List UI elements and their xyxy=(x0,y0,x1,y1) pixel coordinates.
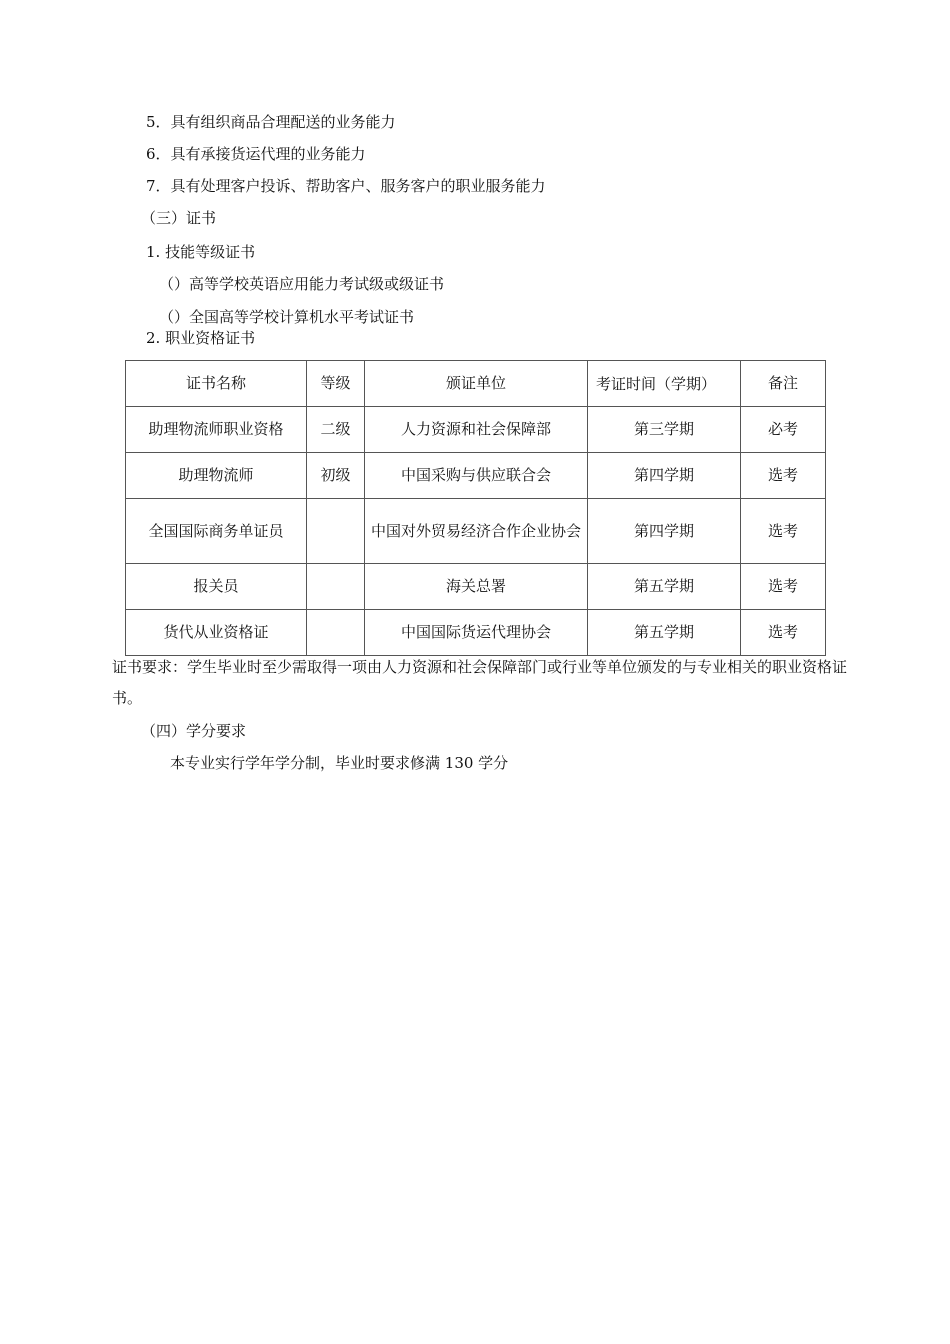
cell-cert-name: 全国国际商务单证员 xyxy=(126,499,307,564)
section-3-heading: （三）证书 xyxy=(141,209,217,227)
cell-issuer: 中国采购与供应联合会 xyxy=(365,453,588,499)
table-row xyxy=(126,499,826,564)
cell-remark: 必考 xyxy=(741,407,826,453)
cell-level: 二级 xyxy=(307,407,365,453)
table-row xyxy=(126,610,826,656)
cell-exam-term: 第五学期 xyxy=(588,610,741,656)
section-4-heading: （四）学分要求 xyxy=(141,722,247,740)
cell-cert-name: 报关员 xyxy=(126,564,307,610)
cell-level xyxy=(307,564,365,610)
cell-level xyxy=(307,610,365,656)
cell-exam-term: 第三学期 xyxy=(588,407,741,453)
cell-remark: 选考 xyxy=(741,499,826,564)
cell-issuer: 海关总署 xyxy=(365,564,588,610)
cell-remark: 选考 xyxy=(741,564,826,610)
header-issuer: 颁证单位 xyxy=(365,361,588,407)
table-row xyxy=(126,453,826,499)
professional-cert-heading: 2. 职业资格证书 xyxy=(146,329,256,347)
ability-item-5: 5．具有组织商品合理配送的业务能力 xyxy=(146,113,396,131)
table-header-row xyxy=(126,361,826,407)
cell-issuer: 人力资源和社会保障部 xyxy=(365,407,588,453)
skill-cert-item-computer: （）全国高等学校计算机水平考试证书 xyxy=(159,308,415,326)
cell-issuer: 中国国际货运代理协会 xyxy=(365,610,588,656)
cell-remark: 选考 xyxy=(741,453,826,499)
certificate-requirement-paragraph: 证书要求：学生毕业时至少需取得一项由人力资源和社会保障部门或行业等单位颁发的与专业相关的职业资格证书。 xyxy=(112,658,848,707)
skill-cert-item-english: （）高等学校英语应用能力考试级或级证书 xyxy=(159,275,445,293)
header-exam-term: 考证时间（学期） xyxy=(588,361,741,407)
cell-exam-term: 第四学期 xyxy=(588,453,741,499)
cell-issuer: 中国对外贸易经济合作企业协会 xyxy=(365,499,588,564)
header-level: 等级 xyxy=(307,361,365,407)
cell-exam-term: 第四学期 xyxy=(588,499,741,564)
cell-cert-name: 助理物流师 xyxy=(126,453,307,499)
cell-cert-name: 货代从业资格证 xyxy=(126,610,307,656)
header-cert-name: 证书名称 xyxy=(126,361,307,407)
cell-remark: 选考 xyxy=(741,610,826,656)
table-row xyxy=(126,564,826,610)
certificate-table xyxy=(125,360,826,656)
credit-requirement-text: 本专业实行学年学分制，毕业时要求修满 130 学分 xyxy=(170,754,509,772)
cell-level xyxy=(307,499,365,564)
ability-item-7: 7．具有处理客户投诉、帮助客户、服务客户的职业服务能力 xyxy=(146,177,546,195)
header-remark: 备注 xyxy=(741,361,826,407)
ability-item-6: 6．具有承接货运代理的业务能力 xyxy=(146,145,366,163)
cell-cert-name: 助理物流师职业资格 xyxy=(126,407,307,453)
cell-level: 初级 xyxy=(307,453,365,499)
cell-exam-term: 第五学期 xyxy=(588,564,741,610)
skill-cert-heading: 1. 技能等级证书 xyxy=(146,243,256,261)
table-row xyxy=(126,407,826,453)
